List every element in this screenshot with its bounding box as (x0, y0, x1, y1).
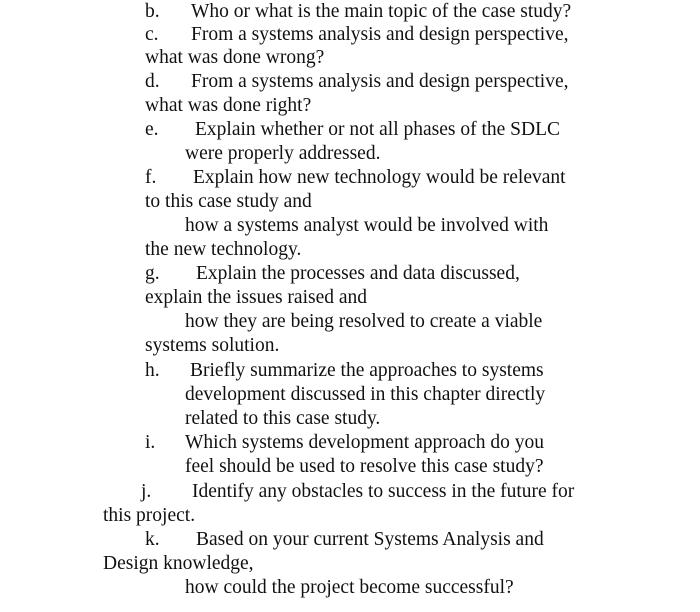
item-i-marker: i. (145, 432, 156, 453)
item-d-marker: d. (145, 71, 160, 92)
item-i-line-1 (145, 431, 544, 455)
item-k-line-3: how could the project become successful? (185, 577, 514, 598)
item-k-text-1: Based on your current Systems Analysis and (196, 529, 544, 550)
item-b-line-1 (145, 0, 571, 24)
item-f-text-1: Explain how new technology would be relevant (193, 167, 566, 188)
item-j-marker: j. (141, 481, 152, 502)
item-f-line-4: the new technology. (145, 239, 302, 260)
item-g-line-3: how they are being resolved to create a viable (185, 311, 543, 332)
item-e-line-2: were properly addressed. (185, 143, 381, 164)
item-d-text-1: From a systems analysis and design perspective, (191, 71, 569, 92)
item-k-marker: k. (145, 529, 160, 550)
item-e-marker: e. (145, 119, 159, 140)
item-j-text-1: Identify any obstacles to success in the future for (192, 481, 575, 502)
item-h-line-3: related to this case study. (185, 408, 381, 429)
item-h-line-1 (145, 359, 544, 383)
item-i-line-2: feel should be used to resolve this case study? (185, 456, 544, 477)
item-h-text-1: Briefly summarize the approaches to systems (190, 360, 544, 381)
item-k-line-1 (145, 528, 544, 552)
item-e-line-1 (145, 118, 560, 142)
item-j-line-1 (141, 480, 574, 504)
item-b-text-1: Who or what is the main topic of the case study? (191, 1, 572, 22)
item-c-line-2: what was done wrong? (145, 47, 325, 68)
item-j-line-2: this project. (103, 505, 196, 526)
item-f-line-1 (145, 166, 566, 190)
item-d-line-1 (145, 70, 568, 94)
item-d-line-2: what was done right? (145, 95, 312, 116)
item-c-text-1: From a systems analysis and design perspective, (191, 24, 569, 45)
item-b-marker: b. (145, 1, 160, 22)
item-g-line-2: explain the issues raised and (145, 287, 368, 308)
item-h-line-2: development discussed in this chapter directly (185, 384, 546, 405)
item-f-line-3: how a systems analyst would be involved with (185, 215, 549, 236)
item-c-marker: c. (145, 24, 159, 45)
item-h-marker: h. (145, 360, 160, 381)
item-c-line-1 (145, 23, 568, 47)
item-i-text-1: Which systems development approach do you (185, 432, 545, 453)
item-g-text-1: Explain the processes and data discussed, (196, 263, 520, 284)
item-f-marker: f. (145, 167, 157, 188)
item-k-line-2: Design knowledge, (103, 553, 254, 574)
item-g-marker: g. (145, 263, 160, 284)
item-f-line-2: to this case study and (145, 191, 312, 212)
item-e-text-1: Explain whether or not all phases of the SDLC (195, 119, 561, 140)
item-g-line-4: systems solution. (145, 335, 280, 356)
item-g-line-1 (145, 262, 520, 286)
